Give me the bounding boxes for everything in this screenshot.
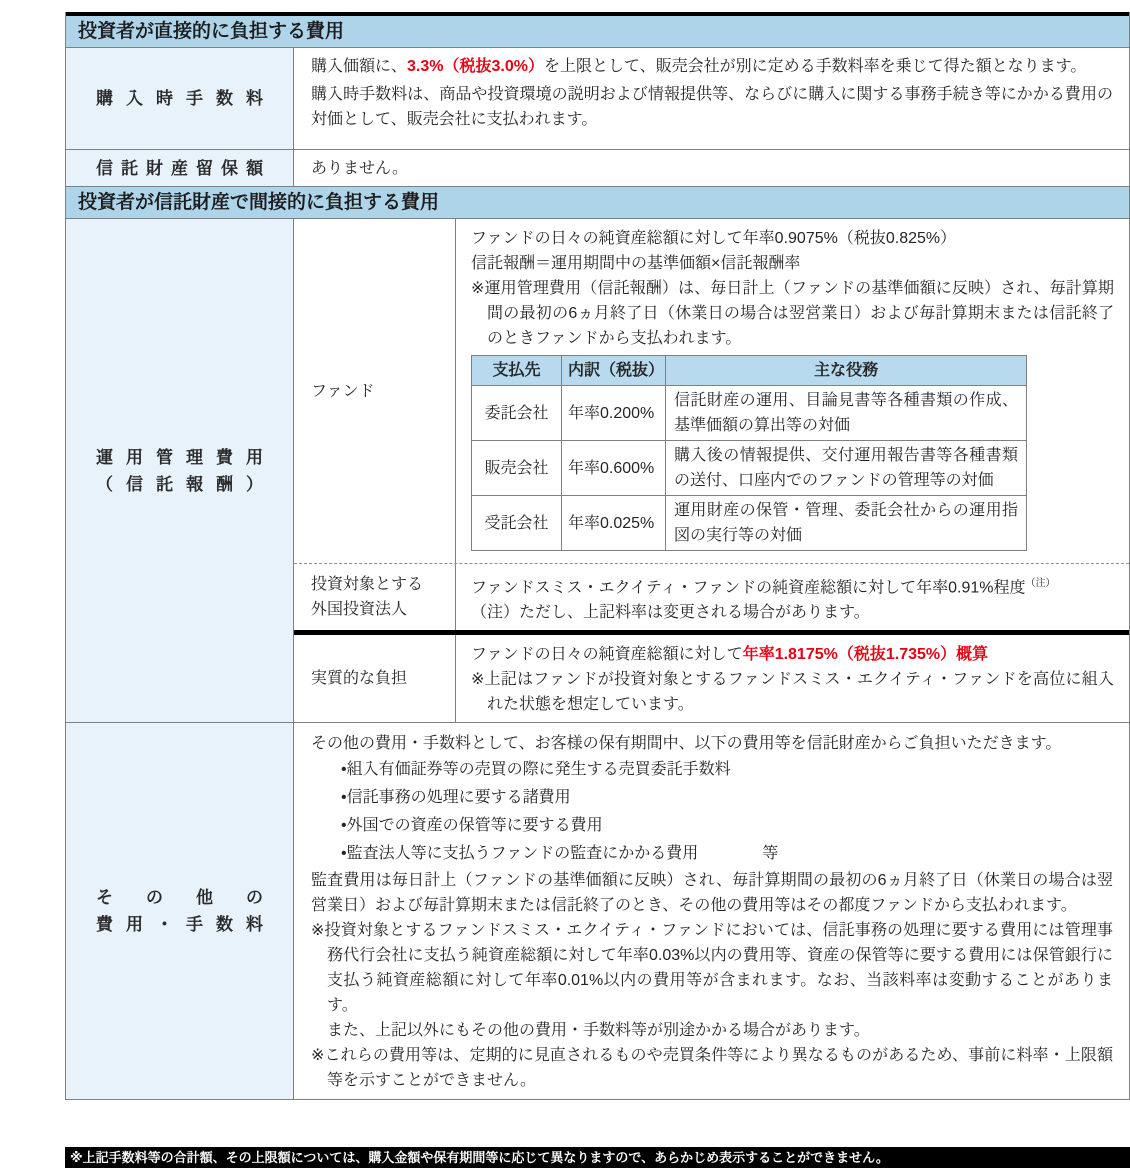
breakdown-row-distributor: 販売会社 年率0.600% 購入後の情報提供、交付運用報告書等各種書類の送付、口座内でのファンドの管理等の対価 bbox=[472, 441, 1027, 496]
foreign-investment-label-cell bbox=[294, 564, 456, 630]
effective-burden-subrow bbox=[294, 635, 1129, 722]
fund-rate-line: ファンドの日々の純資産総額に対して年率0.9075%（税抜0.825%） bbox=[471, 230, 957, 247]
management-fee-label-line2: （信託報酬） bbox=[96, 474, 263, 494]
breakdown-row-trustor: 委託会社 年率0.200% 信託財産の運用、目論見書等各種書類の作成、基準価額の算出等の対価 bbox=[472, 386, 1027, 441]
other-fees-bullet-2: •信託事務の処理に要する諸費用 bbox=[341, 789, 571, 807]
retention-label: 信託財産留保額 bbox=[96, 158, 263, 178]
breakdown-header-rate: 内訳（税抜） bbox=[562, 356, 666, 386]
other-fees-intro: その他の費用・手数料として、お客様の保有期間中、以下の費用等を信託財産からご負担いただきます。 bbox=[311, 735, 1062, 753]
management-fee-label-line1: 運用管理費用 bbox=[96, 447, 263, 467]
foreign-investment-rate-line: ファンドスミス・エクイティ・ファンドの純資産総額に対して年率0.91%程度$^{(注)}$ bbox=[471, 578, 1056, 597]
effective-burden-note: ※上記はファンドが投資対象とするファンドスミス・エクイティ・ファンドを高位に組入れた状態を想定しています。 bbox=[471, 671, 1114, 714]
purchase-fee-row bbox=[66, 48, 1129, 150]
purchase-fee-label: 購入時手数料 bbox=[96, 89, 263, 108]
other-fees-label-cell bbox=[66, 723, 294, 1099]
other-fees-audit-paragraph: 監査費用は毎日計上（ファンドの基準価額に反映）され、毎計算期間の最初の6ヵ月終了日（休業日の場合は翌営業日）および毎計算期末または信託終了のとき、その他の費用等はその都度ファンドから支払われます。 bbox=[311, 872, 1113, 915]
retention-content: ありません。 bbox=[311, 160, 408, 177]
other-fees-label-line1: その他の bbox=[96, 888, 263, 908]
management-fee-detail-column bbox=[294, 219, 1129, 722]
effective-rate-highlight: 年率1.8175%（税抜1.735%）概算 bbox=[742, 646, 989, 664]
fee-breakdown-table bbox=[471, 355, 1027, 551]
fee-table bbox=[65, 12, 1130, 1100]
fund-formula-line: 信託報酬＝運用期間中の基準価額×信託報酬率 bbox=[471, 255, 801, 272]
foreign-investment-subrow bbox=[294, 564, 1129, 630]
other-fees-row bbox=[66, 723, 1129, 1100]
foreign-investment-content bbox=[456, 564, 1129, 630]
purchase-fee-label-cell bbox=[66, 48, 294, 149]
foreign-investment-note-line: （注）ただし、上記料率は変更される場合があります。 bbox=[471, 604, 870, 622]
breakdown-header-payee: 支払先 bbox=[472, 356, 562, 386]
breakdown-row-trustee: 受託会社 年率0.025% 運用財産の保管・管理、委託会社からの運用指図の実行等の対価 bbox=[472, 496, 1027, 551]
section-header-indirect-costs: 投資者が信託財産で間接的に負担する費用 bbox=[66, 187, 1129, 219]
note-superscript: （注） bbox=[1025, 578, 1056, 589]
purchase-fee-content bbox=[294, 48, 1129, 149]
management-fee-row bbox=[66, 219, 1129, 723]
purchase-fee-paragraph-1: 購入価額に、3.3%（税抜3.0%）を上限として、販売会社が別に定める手数料率を乗じて得た額となります。 bbox=[311, 58, 1087, 75]
other-fees-bullet-4: •監査法人等に支払うファンドの監査にかかる費用 等 bbox=[341, 845, 779, 863]
management-fee-label-cell bbox=[66, 219, 294, 722]
fund-note: ※運用管理費用（信託報酬）は、毎日計上（ファンドの基準価額に反映）され、毎計算期間の最初の6ヵ月終了日（休業日の場合は翌営業日）および毎計算期末または信託終了のときファンドから支払われます。 bbox=[471, 280, 1114, 347]
fund-label-cell bbox=[294, 219, 456, 563]
retention-label-cell bbox=[66, 150, 294, 186]
breakdown-header-row bbox=[472, 356, 1027, 386]
other-fees-bullet-3: •外国での資産の保管等に要する費用 bbox=[341, 817, 603, 835]
purchase-fee-paragraph-2: 購入時手数料は、商品や投資環境の説明および情報提供等、ならびに購入に関する事務手続き等にかかる費用の対価として、販売会社に支払われます。 bbox=[311, 86, 1113, 128]
other-fees-note-2: ※これらの費用等は、定期的に見直されるものや売買条件等により異なるものがあるため、事前に料率・上限額等を示すことができません。 bbox=[311, 1047, 1113, 1090]
foreign-investment-label-line2: 外国投資法人 bbox=[311, 601, 408, 619]
retention-row bbox=[66, 150, 1129, 187]
section-header-direct-costs: 投資者が直接的に負担する費用 bbox=[66, 12, 1129, 48]
breakdown-header-duty: 主な役務 bbox=[666, 356, 1027, 386]
purchase-fee-rate-highlight: 3.3%（税抜3.0%） bbox=[407, 58, 544, 75]
other-fees-label-line2: 費用・手数料 bbox=[96, 915, 263, 935]
foreign-investment-label-line1: 投資対象とする bbox=[311, 576, 424, 594]
effective-burden-rate-line: ファンドの日々の純資産総額に対して年率1.8175%（税抜1.735%）概算 bbox=[471, 646, 989, 664]
fund-label: ファンド bbox=[311, 382, 375, 400]
other-fees-content bbox=[294, 723, 1129, 1099]
fund-content bbox=[456, 219, 1129, 563]
effective-burden-label: 実質的な負担 bbox=[311, 670, 408, 688]
effective-burden-label-cell bbox=[294, 635, 456, 722]
effective-burden-content bbox=[456, 635, 1129, 722]
fund-subrow bbox=[294, 219, 1129, 563]
other-fees-bullet-1: •組入有価証券等の売買の際に発生する売買委託手数料 bbox=[341, 761, 731, 779]
other-fees-note-1b: また、上記以外にもその他の費用・手数料等が別途かかる場合があります。 bbox=[327, 1022, 870, 1040]
other-fees-note-1: ※投資対象とするファンドスミス・エクイティ・ファンドにおいては、信託事務の処理に要する費用には管理事務代行会社に支払う純資産総額に対して年率0.03%以内の費用等、資産の保管等に要する費用には保管銀行に支払う純資産総額に対して年率0.01%以内の費用等が含まれます。なお、当該料率は変動することがあります。 bbox=[311, 922, 1113, 1015]
footer-disclaimer-bar: ※上記手数料等の合計額、その上限額については、購入金額や保有期間等に応じて異なりますので、あらかじめ表示することができません。 bbox=[65, 1147, 1130, 1168]
